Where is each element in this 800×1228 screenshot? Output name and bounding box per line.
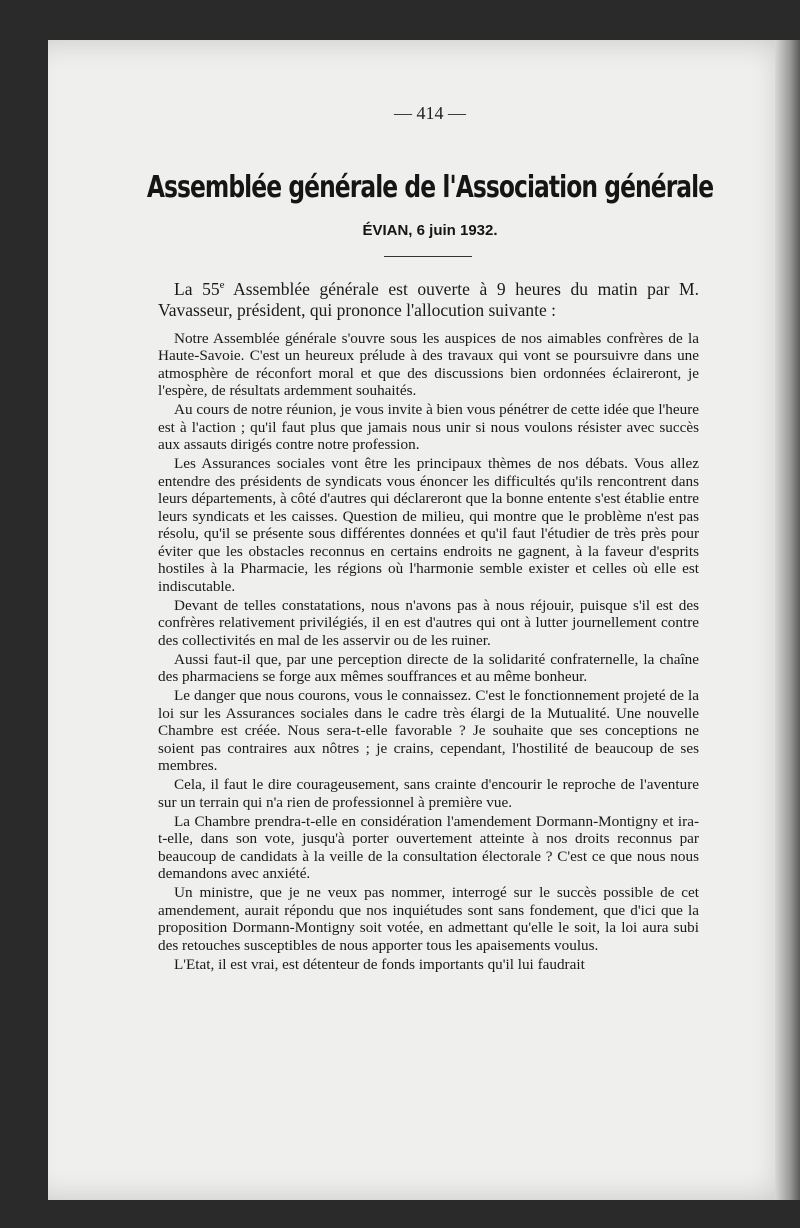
page-number: — 414 —: [394, 103, 466, 123]
title-divider: [384, 256, 472, 257]
intro-text-start: La 55: [174, 278, 220, 299]
paragraph: La Chambre prendra-t-elle en considération l'amendement Dormann-Montigny et ira-t-elle, dans son vote, jusqu'à porter ouvertement atteinte à nos droits reconnus par beaucoup de candidats à la veille de la consultation électorale ? C'est ce que nous nous demandons avec anxiété.: [158, 812, 699, 883]
intro-superscript: e: [219, 279, 225, 291]
paragraph: L'Etat, il est vrai, est détenteur de fonds importants qu'il lui faudrait: [174, 955, 585, 973]
article-subtitle: ÉVIAN, 6 juin 1932.: [362, 222, 498, 239]
article-title: Assemblée générale de l'Association générale: [146, 170, 714, 205]
paragraph: Cela, il faut le dire courageusement, sans crainte d'encourir le reproche de l'aventure sur un terrain qui n'a rien de professionnel à première vue.: [158, 776, 699, 811]
intro-paragraph: [158, 275, 699, 321]
page-edge-shadow: [775, 40, 800, 1200]
intro-text-end: Assemblée générale est ouverte à 9 heures du matin par M. Vavasseur, président, qui prononce l'allocution suivante :: [158, 278, 699, 320]
paragraph: Un ministre, que je ne veux pas nommer, interrogé sur le succès possible de cet amendement, aurait répondu que nos inquiétudes sont sans fondement, que d'ici que la proposition Dormann-Montigny soit votée, en admettant qu'elle le soit, la loi aura subi des retouches susceptibles de nous apporter tous les apaisements voulus.: [158, 884, 699, 954]
paragraph: Devant de telles constatations, nous n'avons pas à nous réjouir, puisque s'il est des confrères relativement privilégiés, il en est d'autres qui ont à lutter journellement contre des collectivités en mal de les asservir ou de les ruiner.: [158, 596, 699, 649]
paragraph: Les Assurances sociales vont être les principaux thèmes de nos débats. Vous allez entendre des présidents de syndicats vous énoncer les difficultés qu'ils rencontrent dans leurs départements, à côté d'autres qui déclareront que la bonne entente s'est établie entre leurs syndicats et les caisses. Question de milieu, qui montre que le problème n'est pas résolu, qu'il se présente sous différentes données et qu'il faut l'étudier de très près pour éviter que les obstacles reconnus en certains endroits ne gagnent, à la faveur d'esprits hostiles à la Pharmacie, les régions où l'harmonie semble exister et celles où elle est indiscutable.: [158, 455, 699, 595]
paragraph: Au cours de notre réunion, je vous invite à bien vous pénétrer de cette idée que l'heure est à l'action ; qu'il faut plus que jamais nous unir si nous voulons résister avec succès aux assauts dirigés contre notre profession.: [158, 401, 699, 454]
paragraph: Notre Assemblée générale s'ouvre sous les auspices de nos aimables confrères de la Haute-Savoie. C'est un heureux prélude à des travaux qui vont se poursuivre dans une atmosphère de réconfort moral et que des discussions bien ordonnées éclaireront, je l'espère, de résultats ardemment souhaités.: [158, 329, 699, 400]
article-body: [158, 275, 699, 975]
paragraph: Le danger que nous courons, vous le connaissez. C'est le fonctionnement projeté de la loi sur les Assurances sociales dans le cadre très élargi de la Mutualité. Une nouvelle Chambre est créée. Nous sera-t-elle favorable ? Je souhaite que ses conceptions ne soient pas contraires aux nôtres ; je crains, cependant, l'hostilité de beaucoup de ses membres.: [158, 687, 699, 775]
paragraph: Aussi faut-il que, par une perception directe de la solidarité confraternelle, la chaîne des pharmaciens se forge aux mêmes souffrances et au même bonheur.: [158, 650, 699, 686]
